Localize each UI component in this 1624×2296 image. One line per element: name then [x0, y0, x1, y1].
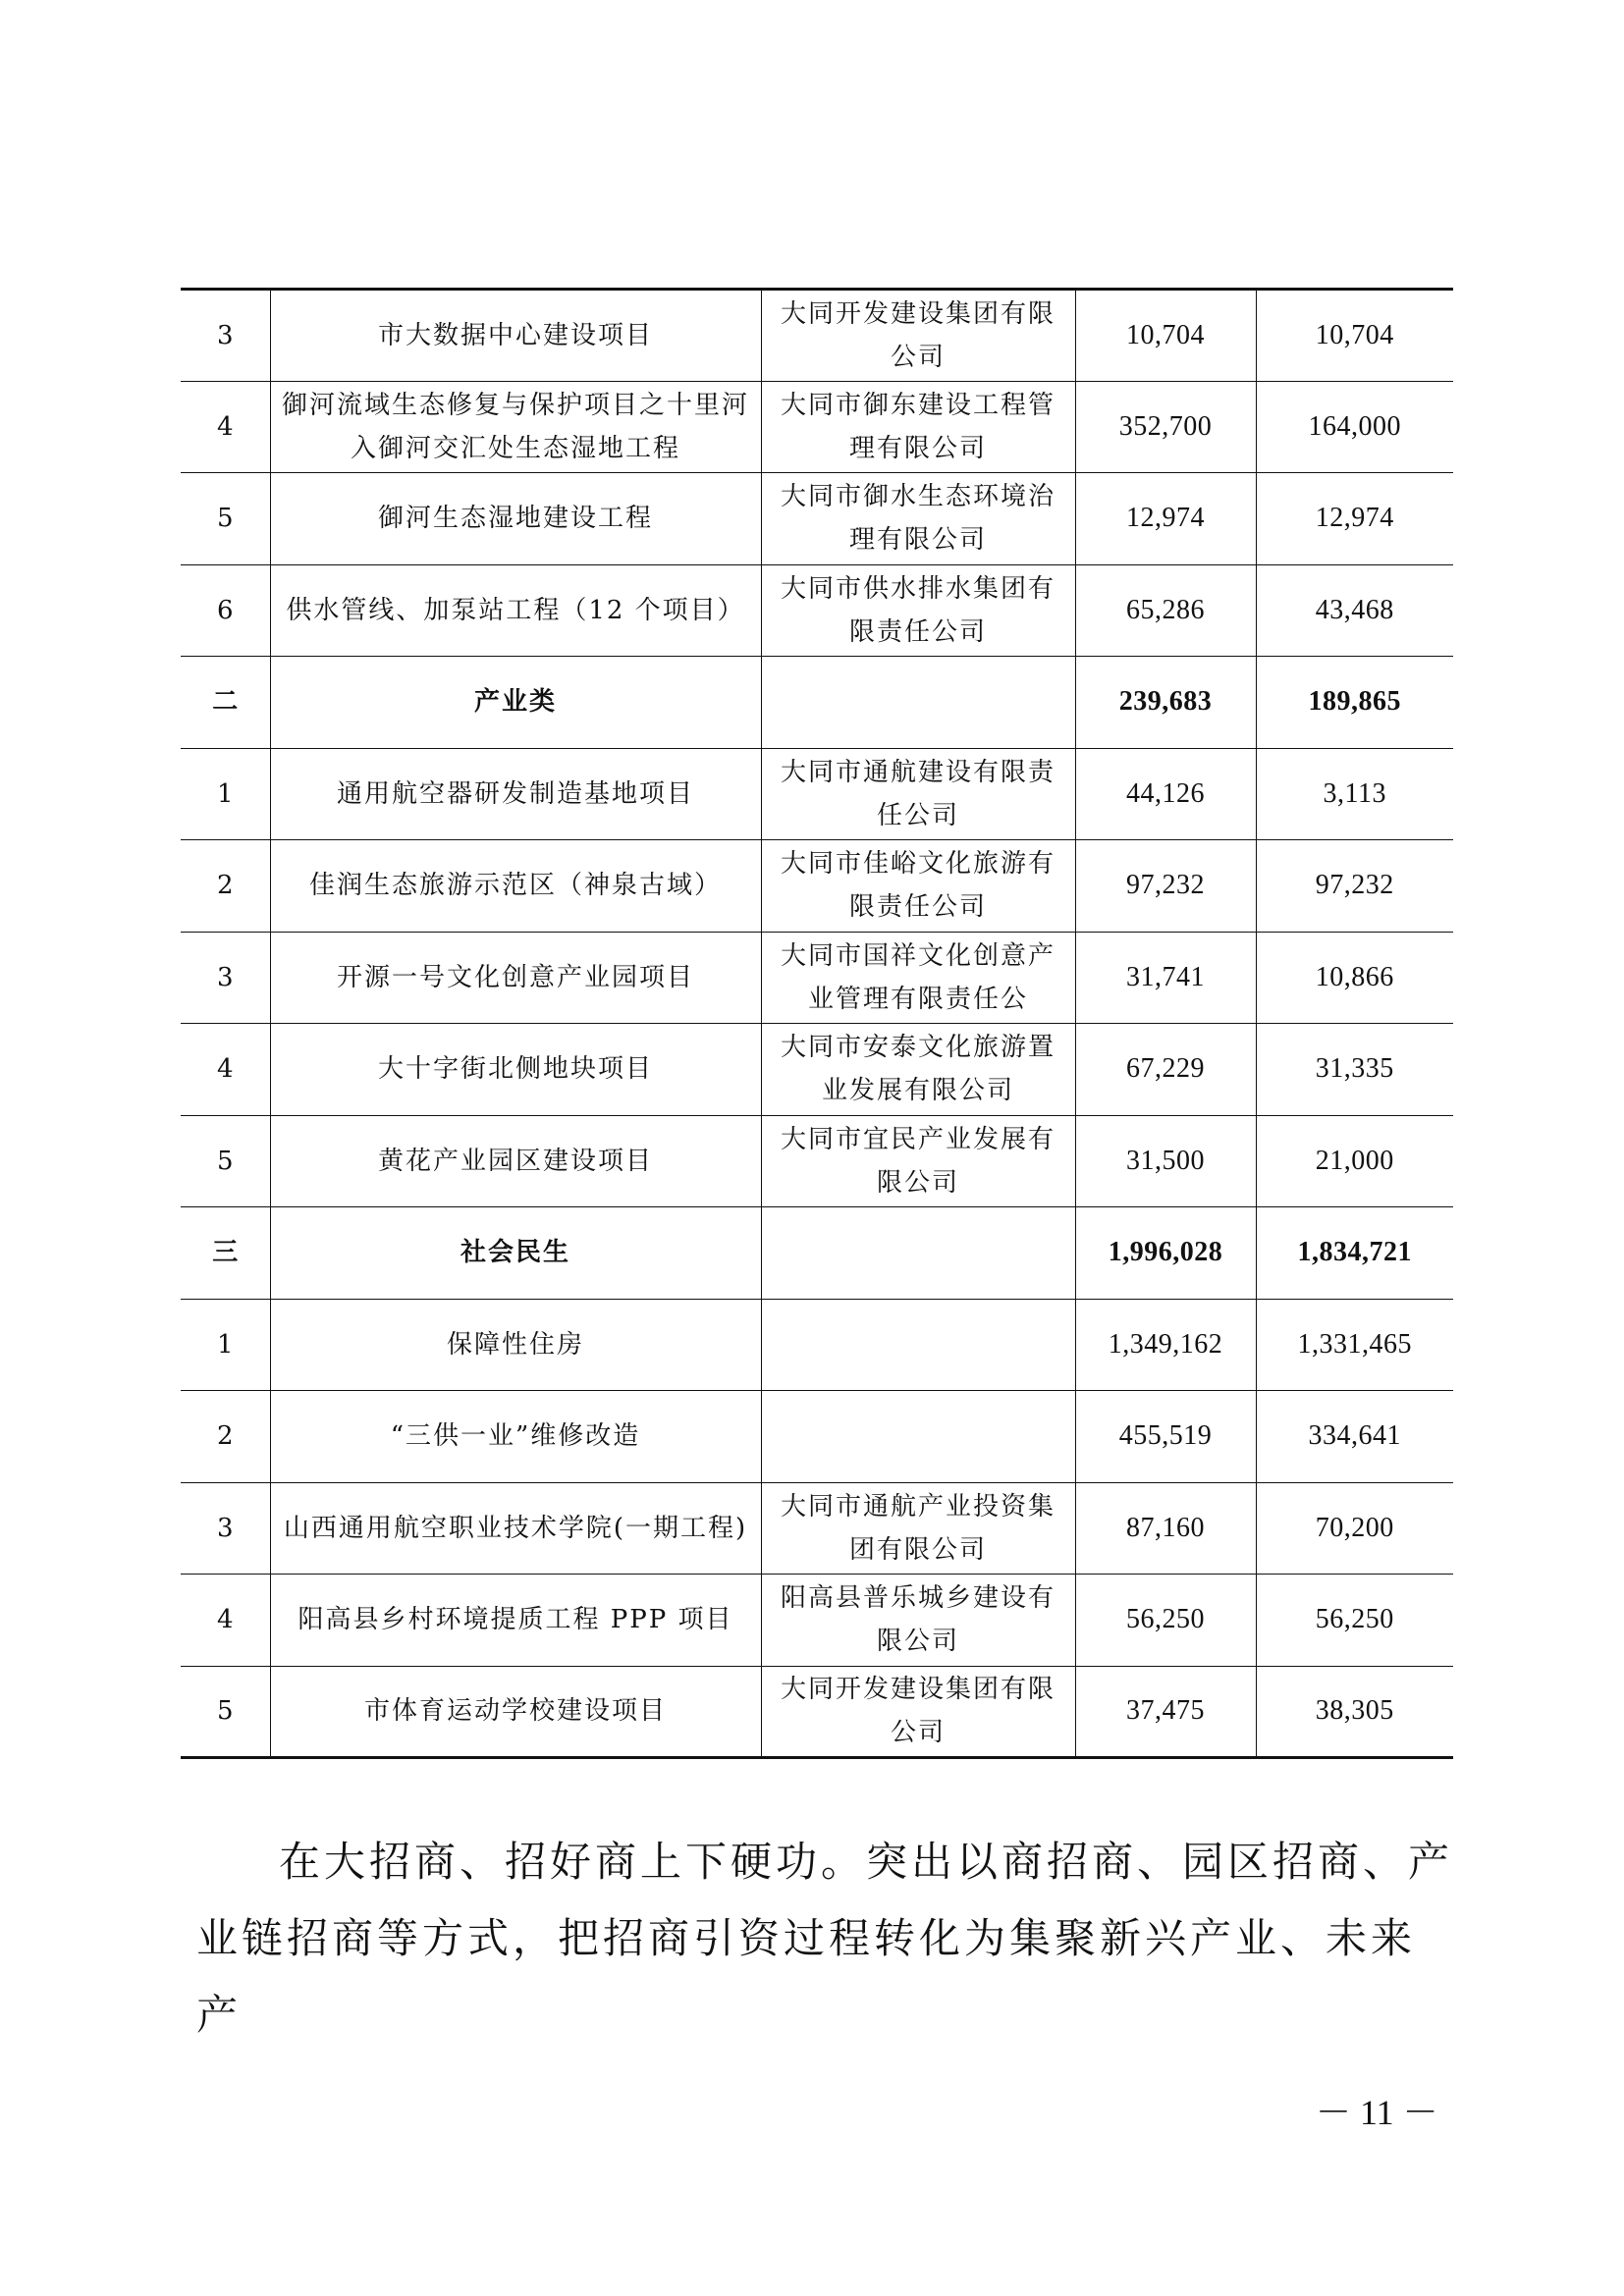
- cell-planned-investment: 70,200: [1256, 1482, 1453, 1575]
- cell-seq: 二: [181, 657, 270, 749]
- cell-company: 大同开发建设集团有限公司: [761, 290, 1075, 382]
- project-table: [181, 288, 1453, 1759]
- cell-total-investment: 1,349,162: [1075, 1299, 1256, 1391]
- table-row: [181, 1299, 1453, 1391]
- cell-company: 大同市供水排水集团有限责任公司: [761, 564, 1075, 657]
- cell-seq: 1: [181, 1299, 270, 1391]
- cell-company: [761, 657, 1075, 749]
- cell-planned-investment: 97,232: [1256, 840, 1453, 933]
- cell-planned-investment: 43,468: [1256, 564, 1453, 657]
- cell-company: 大同开发建设集团有限公司: [761, 1666, 1075, 1758]
- cell-project-name: “三供一业”维修改造: [270, 1391, 761, 1483]
- cell-total-investment: 65,286: [1075, 564, 1256, 657]
- cell-seq: 5: [181, 1666, 270, 1758]
- table-row: [181, 381, 1453, 473]
- cell-project-name: 阳高县乡村环境提质工程 PPP 项目: [270, 1575, 761, 1667]
- table-row: [181, 748, 1453, 840]
- cell-total-investment: 67,229: [1075, 1024, 1256, 1116]
- cell-planned-investment: 10,866: [1256, 932, 1453, 1024]
- cell-seq: 1: [181, 748, 270, 840]
- cell-total-investment: 87,160: [1075, 1482, 1256, 1575]
- cell-company: 大同市安泰文化旅游置业发展有限公司: [761, 1024, 1075, 1116]
- cell-project-name: 御河生态湿地建设工程: [270, 473, 761, 565]
- cell-seq: 3: [181, 290, 270, 382]
- section-row: [181, 1207, 1453, 1300]
- cell-total-investment: 455,519: [1075, 1391, 1256, 1483]
- cell-seq: 2: [181, 1391, 270, 1483]
- body-paragraph: 在大招商、招好商上下硬功。突出以商招商、园区招商、产业链招商等方式，把招商引资过程转化为集聚新兴产业、未来产: [196, 1838, 1454, 2039]
- cell-planned-investment: 56,250: [1256, 1575, 1453, 1667]
- cell-project-name: 山西通用航空职业技术学院(一期工程): [270, 1482, 761, 1575]
- cell-project-name: 供水管线、加泵站工程（12 个项目）: [270, 564, 761, 657]
- cell-planned-investment: 12,974: [1256, 473, 1453, 565]
- cell-seq: 4: [181, 381, 270, 473]
- cell-project-name: 通用航空器研发制造基地项目: [270, 748, 761, 840]
- cell-total-investment: 352,700: [1075, 381, 1256, 473]
- cell-seq: 4: [181, 1575, 270, 1667]
- table-row: [181, 932, 1453, 1024]
- cell-project-name: 保障性住房: [270, 1299, 761, 1391]
- table-row: [181, 1115, 1453, 1207]
- cell-project-name: 开源一号文化创意产业园项目: [270, 932, 761, 1024]
- cell-company: 大同市通航建设有限责任公司: [761, 748, 1075, 840]
- table-row: [181, 1482, 1453, 1575]
- cell-project-name: 御河流域生态修复与保护项目之十里河入御河交汇处生态湿地工程: [270, 381, 761, 473]
- cell-company: 大同市御东建设工程管理有限公司: [761, 381, 1075, 473]
- cell-seq: 3: [181, 1482, 270, 1575]
- cell-company: [761, 1299, 1075, 1391]
- cell-seq: 5: [181, 1115, 270, 1207]
- cell-planned-investment: 21,000: [1256, 1115, 1453, 1207]
- cell-company: [761, 1391, 1075, 1483]
- cell-total-investment: 12,974: [1075, 473, 1256, 565]
- cell-total-investment: 1,996,028: [1075, 1207, 1256, 1300]
- cell-total-investment: 239,683: [1075, 657, 1256, 749]
- cell-company: 大同市国祥文化创意产业管理有限责任公: [761, 932, 1075, 1024]
- cell-seq: 三: [181, 1207, 270, 1300]
- cell-project-name: 产业类: [270, 657, 761, 749]
- cell-total-investment: 31,741: [1075, 932, 1256, 1024]
- cell-company: 阳高县普乐城乡建设有限公司: [761, 1575, 1075, 1667]
- table-row: [181, 564, 1453, 657]
- cell-seq: 2: [181, 840, 270, 933]
- cell-planned-investment: 334,641: [1256, 1391, 1453, 1483]
- cell-company: [761, 1207, 1075, 1300]
- table-row: [181, 840, 1453, 933]
- page-number: － 11 －: [1316, 2093, 1438, 2132]
- table-row: [181, 290, 1453, 382]
- cell-company: 大同市御水生态环境治理有限公司: [761, 473, 1075, 565]
- cell-company: 大同市佳峪文化旅游有限责任公司: [761, 840, 1075, 933]
- cell-total-investment: 37,475: [1075, 1666, 1256, 1758]
- cell-planned-investment: 1,834,721: [1256, 1207, 1453, 1300]
- cell-project-name: 黄花产业园区建设项目: [270, 1115, 761, 1207]
- cell-total-investment: 56,250: [1075, 1575, 1256, 1667]
- table-row: [181, 473, 1453, 565]
- cell-project-name: 社会民生: [270, 1207, 761, 1300]
- cell-planned-investment: 10,704: [1256, 290, 1453, 382]
- table-row: [181, 1666, 1453, 1758]
- cell-total-investment: 44,126: [1075, 748, 1256, 840]
- cell-seq: 3: [181, 932, 270, 1024]
- cell-planned-investment: 1,331,465: [1256, 1299, 1453, 1391]
- cell-project-name: 市大数据中心建设项目: [270, 290, 761, 382]
- cell-total-investment: 10,704: [1075, 290, 1256, 382]
- cell-company: 大同市宜民产业发展有限公司: [761, 1115, 1075, 1207]
- cell-project-name: 市体育运动学校建设项目: [270, 1666, 761, 1758]
- section-row: [181, 657, 1453, 749]
- cell-total-investment: 97,232: [1075, 840, 1256, 933]
- cell-project-name: 大十字街北侧地块项目: [270, 1024, 761, 1116]
- cell-project-name: 佳润生态旅游示范区（神泉古域）: [270, 840, 761, 933]
- cell-seq: 5: [181, 473, 270, 565]
- cell-planned-investment: 164,000: [1256, 381, 1453, 473]
- cell-planned-investment: 31,335: [1256, 1024, 1453, 1116]
- table-row: [181, 1391, 1453, 1483]
- cell-planned-investment: 3,113: [1256, 748, 1453, 840]
- cell-total-investment: 31,500: [1075, 1115, 1256, 1207]
- project-table-body: [181, 290, 1453, 1758]
- table-row: [181, 1024, 1453, 1116]
- cell-seq: 6: [181, 564, 270, 657]
- cell-planned-investment: 189,865: [1256, 657, 1453, 749]
- table-row: [181, 1575, 1453, 1667]
- cell-seq: 4: [181, 1024, 270, 1116]
- project-table-container: [181, 288, 1453, 1759]
- cell-company: 大同市通航产业投资集团有限公司: [761, 1482, 1075, 1575]
- cell-planned-investment: 38,305: [1256, 1666, 1453, 1758]
